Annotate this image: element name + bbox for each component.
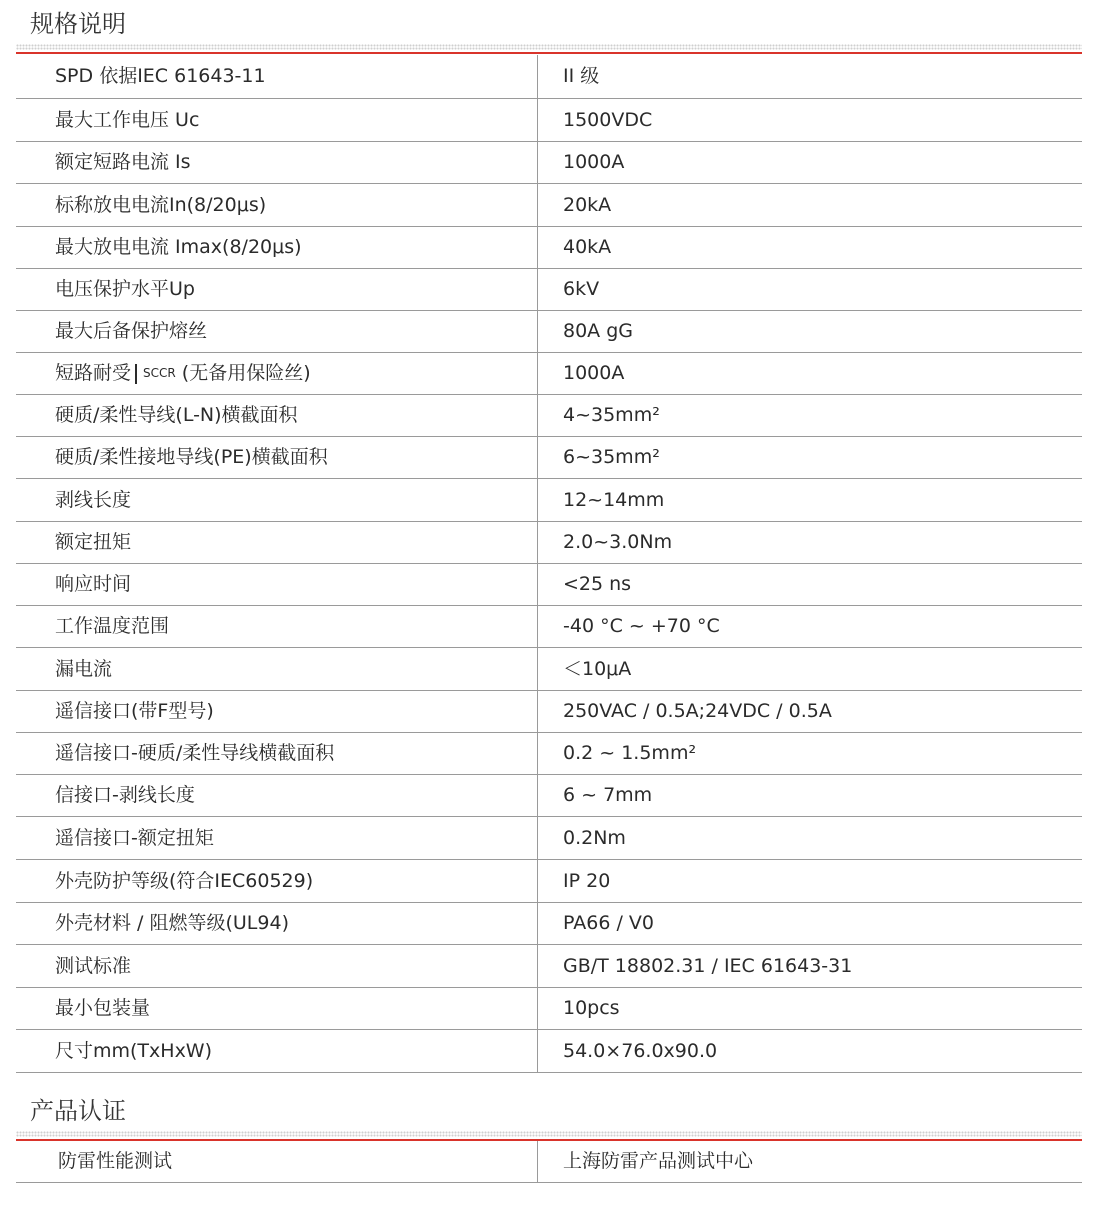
- spec-key: 剥线长度: [16, 479, 538, 521]
- table-row: [16, 55, 1082, 99]
- spec-value: II 级: [563, 65, 600, 88]
- table-row: [16, 1030, 1082, 1073]
- spec-value: 20kA: [563, 193, 612, 216]
- spec-key: 额定短路电流 Is: [16, 142, 538, 183]
- spec-value: <25 ns: [563, 573, 632, 596]
- spec-key: 信接口-剥线长度: [16, 775, 538, 816]
- spec-value: 54.0×76.0x90.0: [563, 1039, 718, 1062]
- spec-key: 工作温度范围: [16, 606, 538, 647]
- table-row: [16, 733, 1082, 775]
- spec-key: 标称放电电流In(8/20μs): [16, 184, 538, 226]
- spec-key-suffix: (无备用保险丝): [181, 362, 311, 385]
- table-row: [16, 142, 1082, 184]
- spec-key: 外壳防护等级(符合IEC60529): [16, 860, 538, 902]
- spec-value: 12~14mm: [563, 488, 665, 511]
- spec-key: 响应时间: [16, 564, 538, 605]
- spec-key: 最大放电电流 Imax(8/20μs): [16, 227, 538, 268]
- spec-key-prefix: 短路耐受: [55, 362, 132, 385]
- spec-value: 1000A: [563, 362, 625, 385]
- spec-value: PA66 / V0: [563, 912, 654, 935]
- spec-value: 1000A: [563, 151, 625, 174]
- spec-key: 遥信接口-额定扭矩: [16, 817, 538, 859]
- certification-table: [16, 1141, 1082, 1183]
- table-row: [16, 479, 1082, 522]
- spec-value: 4~35mm²: [563, 404, 660, 427]
- spec-value: 250VAC / 0.5A;24VDC / 0.5A: [563, 700, 832, 723]
- spec-key: 遥信接口(带F型号): [16, 691, 538, 732]
- spec-key: 电压保护水平Up: [16, 269, 538, 310]
- spec-key: 漏电流: [16, 648, 538, 690]
- spec-value: 6 ~ 7mm: [563, 784, 653, 807]
- table-row: [16, 522, 1082, 564]
- specs-title: 规格说明: [30, 10, 126, 38]
- spec-key: 遥信接口-硬质/柔性导线横截面积: [16, 733, 538, 774]
- table-row: [16, 395, 1082, 437]
- spec-key: 最小包装量: [16, 988, 538, 1029]
- spec-key-subscript: SCCR: [143, 366, 176, 381]
- spec-key: 硬质/柔性导线(L-N)横截面积: [16, 395, 538, 436]
- table-row: [16, 691, 1082, 733]
- spec-value: GB/T 18802.31 / IEC 61643-31: [563, 954, 853, 977]
- spec-key: 最大后备保护熔丝: [16, 311, 538, 352]
- table-row: [16, 1141, 1082, 1183]
- table-row: [16, 648, 1082, 691]
- spec-value: 6~35mm²: [563, 446, 660, 469]
- spec-key: 最大工作电压 Uc: [16, 99, 538, 141]
- spec-key: 尺寸mm(TxHxW): [16, 1030, 538, 1072]
- spec-key: SPD 依据IEC 61643-11: [16, 55, 538, 98]
- spec-value: ＜10μA: [563, 657, 632, 680]
- table-row: [16, 564, 1082, 606]
- spec-value: 10pcs: [563, 997, 620, 1020]
- table-row: [16, 903, 1082, 945]
- table-row: [16, 860, 1082, 903]
- spec-value: 40kA: [563, 236, 612, 259]
- specs-table: [16, 55, 1082, 1073]
- certification-title-rule: [16, 1131, 1082, 1141]
- spec-value: 0.2Nm: [563, 826, 626, 849]
- current-symbol-bar: [135, 364, 137, 384]
- table-row: [16, 311, 1082, 353]
- table-row: [16, 99, 1082, 142]
- table-row: [16, 437, 1082, 479]
- certification-key: 防雷性能测试: [16, 1141, 538, 1182]
- table-row: [16, 606, 1082, 648]
- table-row: [16, 775, 1082, 817]
- certification-title: 产品认证: [30, 1097, 126, 1125]
- spec-value: 80A gG: [563, 320, 633, 343]
- spec-key: 额定扭矩: [16, 522, 538, 563]
- spec-value: 1500VDC: [563, 108, 653, 131]
- specs-title-rule: [16, 44, 1082, 54]
- table-row: [16, 353, 1082, 395]
- table-row: [16, 945, 1082, 988]
- spec-value: IP 20: [563, 869, 611, 892]
- table-row: [16, 817, 1082, 860]
- spec-key: 外壳材料 / 阻燃等级(UL94): [16, 903, 538, 944]
- table-row: [16, 227, 1082, 269]
- spec-key: 硬质/柔性接地导线(PE)横截面积: [16, 437, 538, 478]
- table-row: [16, 269, 1082, 311]
- table-row: [16, 184, 1082, 227]
- spec-value: -40 °C ~ +70 °C: [563, 615, 720, 638]
- spec-value: 2.0~3.0Nm: [563, 531, 673, 554]
- spec-value: 0.2 ~ 1.5mm²: [563, 742, 697, 765]
- certification-value: 上海防雷产品测试中心: [563, 1150, 754, 1173]
- spec-value: 6kV: [563, 278, 600, 301]
- table-row: [16, 988, 1082, 1030]
- spec-key: [16, 353, 538, 394]
- spec-key: 测试标准: [16, 945, 538, 987]
